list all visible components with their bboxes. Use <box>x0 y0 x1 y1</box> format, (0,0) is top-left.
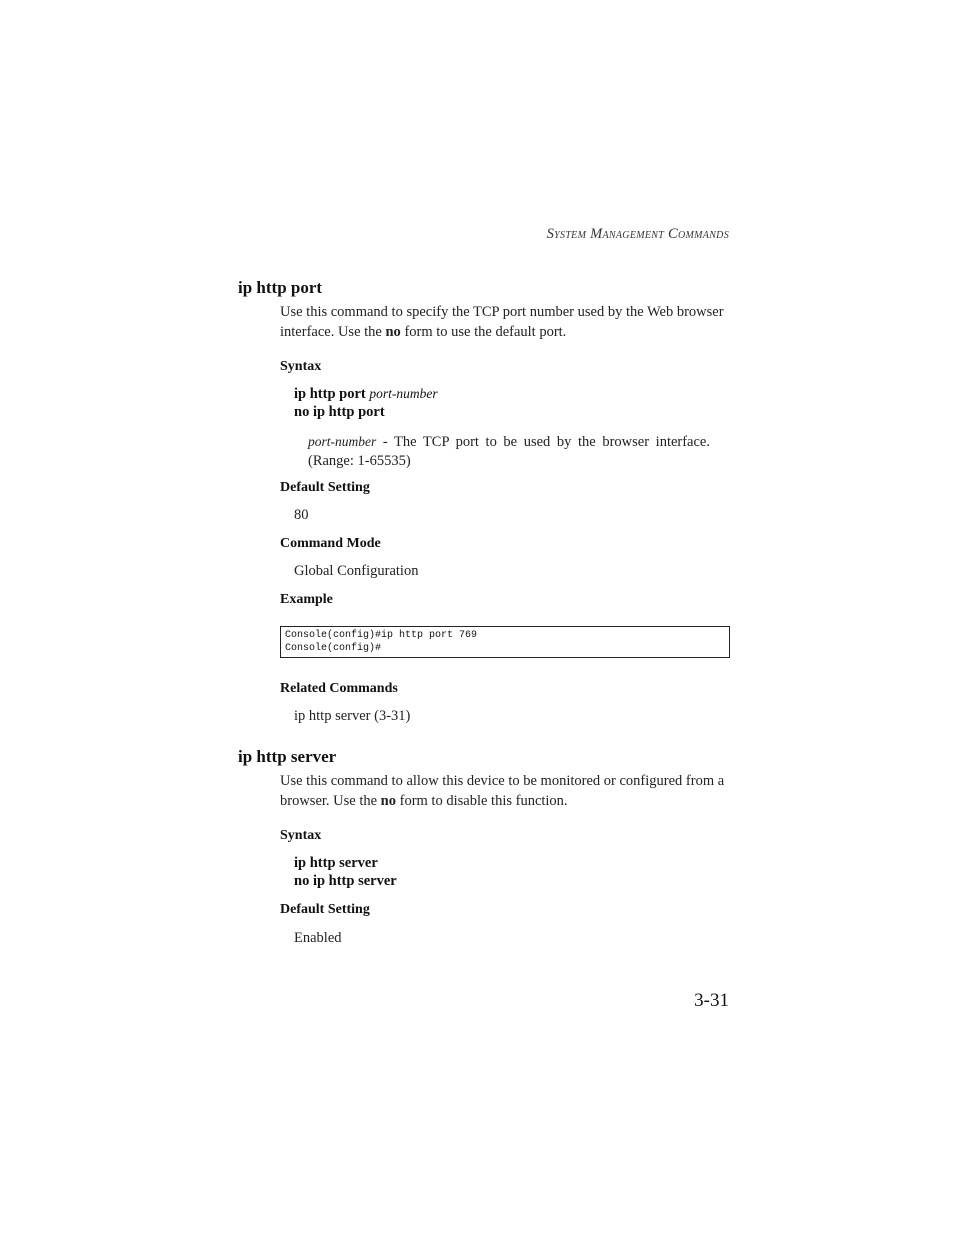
keyword-no: no <box>385 324 401 340</box>
command-mode-value: Global Configuration <box>294 563 419 579</box>
description-text-end: form to use the default port. <box>400 324 567 340</box>
parameter-name: port-number <box>308 434 377 449</box>
syntax-heading: Syntax <box>280 828 322 843</box>
default-setting-value: 80 <box>294 507 309 523</box>
syntax-parameter: port-number <box>369 386 438 401</box>
syntax-heading: Syntax <box>280 359 322 374</box>
related-commands-heading: Related Commands <box>280 681 398 696</box>
command-description <box>280 302 730 342</box>
default-setting-heading: Default Setting <box>280 480 370 495</box>
syntax-no-command: no ip http server <box>294 873 397 889</box>
syntax-no-command: no ip http port <box>294 404 385 420</box>
syntax-command: ip http port <box>294 386 366 402</box>
example-heading: Example <box>280 592 333 607</box>
default-setting-value: Enabled <box>294 930 342 946</box>
syntax-line <box>294 855 378 872</box>
command-title-ip-http-server: ip http server <box>238 747 337 766</box>
parameter-description <box>308 432 710 471</box>
description-text: Use this command to allow this device to be monitored or configured from a browser. Use the <box>280 773 725 809</box>
description-text: Use this command to specify the TCP port number used by the Web browser interface. Use the <box>280 304 724 340</box>
command-mode-heading: Command Mode <box>280 536 381 551</box>
syntax-command: ip http server <box>294 855 378 871</box>
example-code-line: Console(config)# <box>285 643 382 654</box>
parameter-text: - The TCP port to be used by the browser interface. (Range: 1-65535) <box>308 434 710 469</box>
syntax-no-line <box>294 404 385 421</box>
default-setting-heading: Default Setting <box>280 902 370 917</box>
keyword-no: no <box>380 793 396 809</box>
command-description <box>280 771 730 811</box>
command-title-ip-http-port: ip http port <box>238 278 323 297</box>
description-text-end: form to disable this function. <box>396 793 568 809</box>
example-code-line: Console(config)#ip http port 769 <box>285 630 478 641</box>
syntax-no-line <box>294 873 397 890</box>
related-commands-value: ip http server (3-31) <box>294 708 411 724</box>
running-header: System Management Commands <box>546 226 729 242</box>
syntax-line <box>294 386 438 403</box>
example-code-box <box>280 626 730 658</box>
page-number: 3-31 <box>694 990 729 1011</box>
